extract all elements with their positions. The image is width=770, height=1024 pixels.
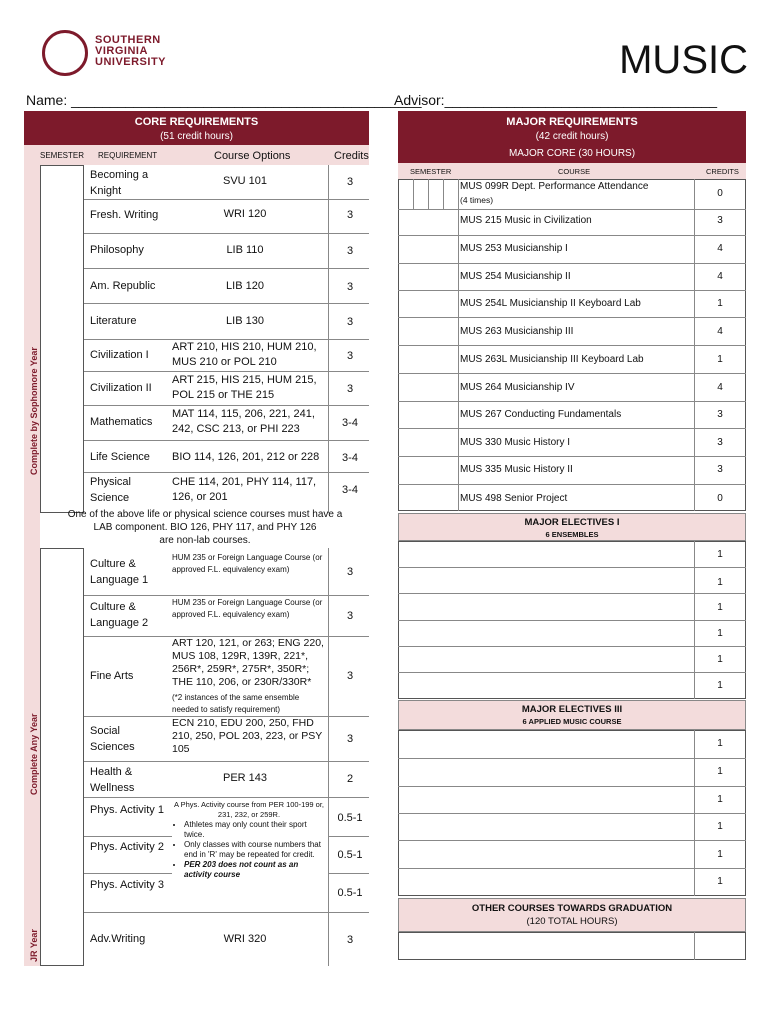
other-courses-header: [398, 898, 746, 932]
major-electives-3-header: [398, 700, 746, 730]
elective-3-credit-6: 1: [717, 876, 723, 887]
elective-1-credit-3: 1: [717, 602, 723, 613]
pe-note-bullet-2: • Only classes with course numbers that end in 'R' may be repeated for credit.: [184, 840, 326, 860]
major-header: [398, 111, 746, 145]
lab-note-line-3: are non-lab courses.: [159, 535, 251, 546]
logo-line-1: SOUTHERN: [95, 34, 161, 46]
major-col-semester: SEMESTER: [410, 167, 452, 176]
credit-am-republic: 3: [346, 281, 354, 293]
major-core-header: [398, 145, 746, 163]
opt-lib-130: LIB 130: [226, 315, 264, 327]
major-course-mus-498: MUS 498 Senior Project: [460, 493, 568, 504]
major-electives-1-sub: 6 ENSEMBLES: [545, 530, 599, 539]
col-semester: SEMESTER: [40, 151, 85, 160]
core-subtitle: (51 credit hours): [160, 131, 233, 142]
major-course-mus-099r: MUS 099R Dept. Performance Attendance: [460, 181, 649, 192]
credit-culture-language-1: 3: [346, 566, 354, 578]
elective-1-credit-6: 1: [717, 680, 723, 691]
credit-adv-writing: 3: [346, 934, 354, 946]
opt-culture-language-2: HUM 235 or Foreign Language Course (or approved F.L. equivalency exam): [172, 598, 323, 619]
major-course-mus-253: MUS 253 Musicianship I: [460, 243, 568, 254]
credit-becoming-a-knight: 3: [346, 176, 354, 188]
major-credit-mus-254: 4: [717, 271, 723, 282]
req-civilization-1: Civilization I: [90, 349, 149, 361]
pe-notes: [172, 800, 326, 880]
major-course-mus-099r-note: (4 times): [460, 195, 494, 205]
pe-note-bullet-1: • Athletes may only count their sport twice.: [184, 820, 326, 840]
req-phys-activity-3: Phys. Activity 3: [90, 879, 164, 891]
lab-note-line-1: One of the above life or physical science courses must have a: [67, 509, 343, 520]
major-col-course: COURSE: [558, 167, 591, 176]
req-phys-activity-2: Phys. Activity 2: [90, 841, 164, 853]
credit-fine-arts: 3: [346, 670, 354, 682]
req-phys-activity-1: Phys. Activity 1: [90, 804, 164, 816]
req-becoming-a-knight: Becoming a Knight: [90, 169, 149, 197]
elective-3-credit-4: 1: [717, 821, 723, 832]
semester-column-lower[interactable]: [40, 548, 84, 966]
opt-mathematics: MAT 114, 115, 206, 221, 241, 242, CSC 213, or PHI 223: [172, 408, 315, 435]
elective-1-credit-2: 1: [717, 577, 723, 588]
req-physical-science: Physical Science: [90, 476, 131, 504]
major-credit-mus-267: 3: [717, 409, 723, 420]
req-fresh-writing: Fresh. Writing: [90, 209, 159, 221]
other-courses-sub: (120 TOTAL HOURS): [526, 916, 618, 927]
major-course-mus-254: MUS 254 Musicianship II: [460, 271, 571, 282]
major-credit-mus-335: 3: [717, 464, 723, 475]
col-requirement: REQUIREMENT: [98, 151, 158, 160]
credit-literature: 3: [346, 316, 354, 328]
opt-lib-120: LIB 120: [226, 280, 264, 292]
credit-culture-language-2: 3: [346, 610, 354, 622]
core-header: [24, 111, 369, 145]
major-course-mus-263l: MUS 263L Musicianship III Keyboard Lab: [460, 354, 644, 365]
major-course-mus-330: MUS 330 Music History I: [460, 437, 571, 448]
credit-physical-science: 3-4: [342, 484, 358, 496]
opt-wri-320: WRI 320: [223, 933, 267, 945]
major-course-mus-263: MUS 263 Musicianship III: [460, 326, 574, 337]
major-electives-3-sub: 6 APPLIED MUSIC COURSE: [522, 717, 622, 726]
credit-social-sciences: 3: [346, 733, 354, 745]
credit-civilization-1: 3: [346, 350, 354, 362]
pe-note-bullet-3: • PER 203 does not count as an activity course: [184, 860, 326, 880]
major-course-mus-264: MUS 264 Musicianship IV: [460, 382, 575, 393]
opt-civilization-2: ART 215, HIS 215, HUM 215, POL 215 or THE 215: [172, 374, 317, 401]
major-credit-mus-215: 3: [717, 215, 723, 226]
col-options: Course Options: [214, 150, 291, 162]
col-credits: Credits: [334, 150, 369, 162]
lab-note-line-2: LAB component. BIO 126, PHY 117, and PHY 126: [93, 522, 317, 533]
other-courses-title: OTHER COURSES TOWARDS GRADUATION: [471, 903, 673, 914]
major-course-mus-215: MUS 215 Music in Civilization: [460, 215, 592, 226]
req-fine-arts: Fine Arts: [90, 670, 134, 682]
req-social-sciences: Social Sciences: [90, 725, 135, 753]
university-name-logo: [95, 35, 166, 68]
side-label-sophomore: Complete by Sophomore Year: [29, 347, 39, 475]
req-literature: Literature: [90, 315, 137, 327]
elective-1-credit-4: 1: [717, 628, 723, 639]
name-field[interactable]: Name: _____________________________________________: [26, 92, 422, 108]
opt-fine-arts: ART 120, 121, or 263; ENG 220, MUS 108, 129R, 139R, 221*, 256R*, 259R*, 275R*, 350R*; THE 110, 206, or 230R/330R*: [172, 637, 324, 688]
major-electives-1-title: MAJOR ELECTIVES I: [524, 517, 620, 528]
credit-civilization-2: 3: [346, 383, 354, 395]
core-title: CORE REQUIREMENTS: [134, 116, 259, 128]
credit-life-science: 3-4: [342, 452, 358, 464]
major-credit-mus-330: 3: [717, 437, 723, 448]
major-credit-mus-263: 4: [717, 326, 723, 337]
req-philosophy: Philosophy: [90, 244, 144, 256]
opt-wri-120: WRI 120: [223, 208, 267, 220]
credit-phys-activity-2: 0.5-1: [337, 849, 363, 861]
credit-mathematics: 3-4: [342, 417, 358, 429]
major-credit-mus-254l: 1: [717, 298, 723, 309]
opt-life-science: BIO 114, 126, 201, 212 or 228: [172, 451, 320, 463]
side-label-any-year: Complete Any Year: [29, 713, 39, 795]
major-credit-mus-498: 0: [717, 493, 723, 504]
credit-phys-activity-1: 0.5-1: [337, 812, 363, 824]
major-col-credits: CREDITS: [706, 167, 739, 176]
advisor-field[interactable]: Advisor:___________________________________: [394, 92, 718, 108]
major-core-title: MAJOR CORE (30 HOURS): [508, 148, 636, 159]
major-electives-3-title: MAJOR ELECTIVES III: [521, 704, 623, 715]
logo-line-2: VIRGINIA: [95, 45, 148, 57]
elective-3-credit-2: 1: [717, 766, 723, 777]
opt-lib-110: LIB 110: [226, 244, 264, 256]
lab-note: [40, 508, 370, 547]
logo-line-3: UNIVERSITY: [95, 56, 167, 68]
major-subtitle: (42 credit hours): [535, 131, 609, 142]
elective-1-credit-1: 1: [717, 549, 723, 560]
req-health-wellness: Health & Wellness: [90, 766, 135, 794]
major-credit-mus-263l: 1: [717, 354, 723, 365]
credit-philosophy: 3: [346, 245, 354, 257]
opt-physical-science: CHE 114, 201, PHY 114, 117, 126, or 201: [172, 476, 317, 503]
opt-culture-language-1: HUM 235 or Foreign Language Course (or approved F.L. equivalency exam): [172, 553, 323, 574]
major-course-mus-335: MUS 335 Music History II: [460, 464, 573, 475]
major-credit-mus-099r: 0: [717, 188, 723, 199]
university-seal-logo: [42, 30, 88, 76]
opt-fine-arts-note: (*2 instances of the same ensemble needed to satisfy requirement): [172, 693, 300, 714]
req-life-science: Life Science: [90, 451, 150, 463]
major-credit-mus-264: 4: [717, 382, 723, 393]
major-title: MAJOR REQUIREMENTS: [506, 116, 638, 128]
major-course-mus-267: MUS 267 Conducting Fundamentals: [460, 409, 622, 420]
req-adv-writing: Adv.Writing: [90, 933, 146, 945]
major-course-mus-254l: MUS 254L Musicianship II Keyboard Lab: [460, 298, 641, 309]
credit-health-wellness: 2: [346, 773, 354, 785]
major-credit-mus-253: 4: [717, 243, 723, 254]
req-am-republic: Am. Republic: [90, 280, 156, 292]
credit-phys-activity-3: 0.5-1: [337, 887, 363, 899]
opt-per-143: PER 143: [222, 772, 268, 784]
pe-note-head: A Phys. Activity course from PER 100-199 or, 231, 232, or 259R.: [173, 800, 325, 819]
opt-civilization-1: ART 210, HIS 210, HUM 210, MUS 210 or POL 210: [172, 341, 317, 368]
elective-3-credit-5: 1: [717, 849, 723, 860]
opt-social-sciences: ECN 210, EDU 200, 250, FHD 210, 250, POL 203, 223, or PSY 105: [172, 717, 323, 755]
opt-svu-101: SVU 101: [222, 175, 268, 187]
req-culture-language-2: Culture & Language 2: [90, 601, 149, 629]
credit-fresh-writing: 3: [346, 209, 354, 221]
elective-3-credit-3: 1: [717, 794, 723, 805]
side-label-jr: JR Year: [29, 929, 39, 962]
elective-1-credit-5: 1: [717, 654, 723, 665]
req-culture-language-1: Culture & Language 1: [90, 558, 149, 586]
req-mathematics: Mathematics: [90, 416, 153, 428]
major-electives-1-header: [398, 513, 746, 541]
semester-column-upper[interactable]: [40, 165, 84, 513]
page-title: MUSIC: [619, 38, 748, 82]
req-civilization-2: Civilization II: [90, 382, 152, 394]
elective-3-credit-1: 1: [717, 738, 723, 749]
